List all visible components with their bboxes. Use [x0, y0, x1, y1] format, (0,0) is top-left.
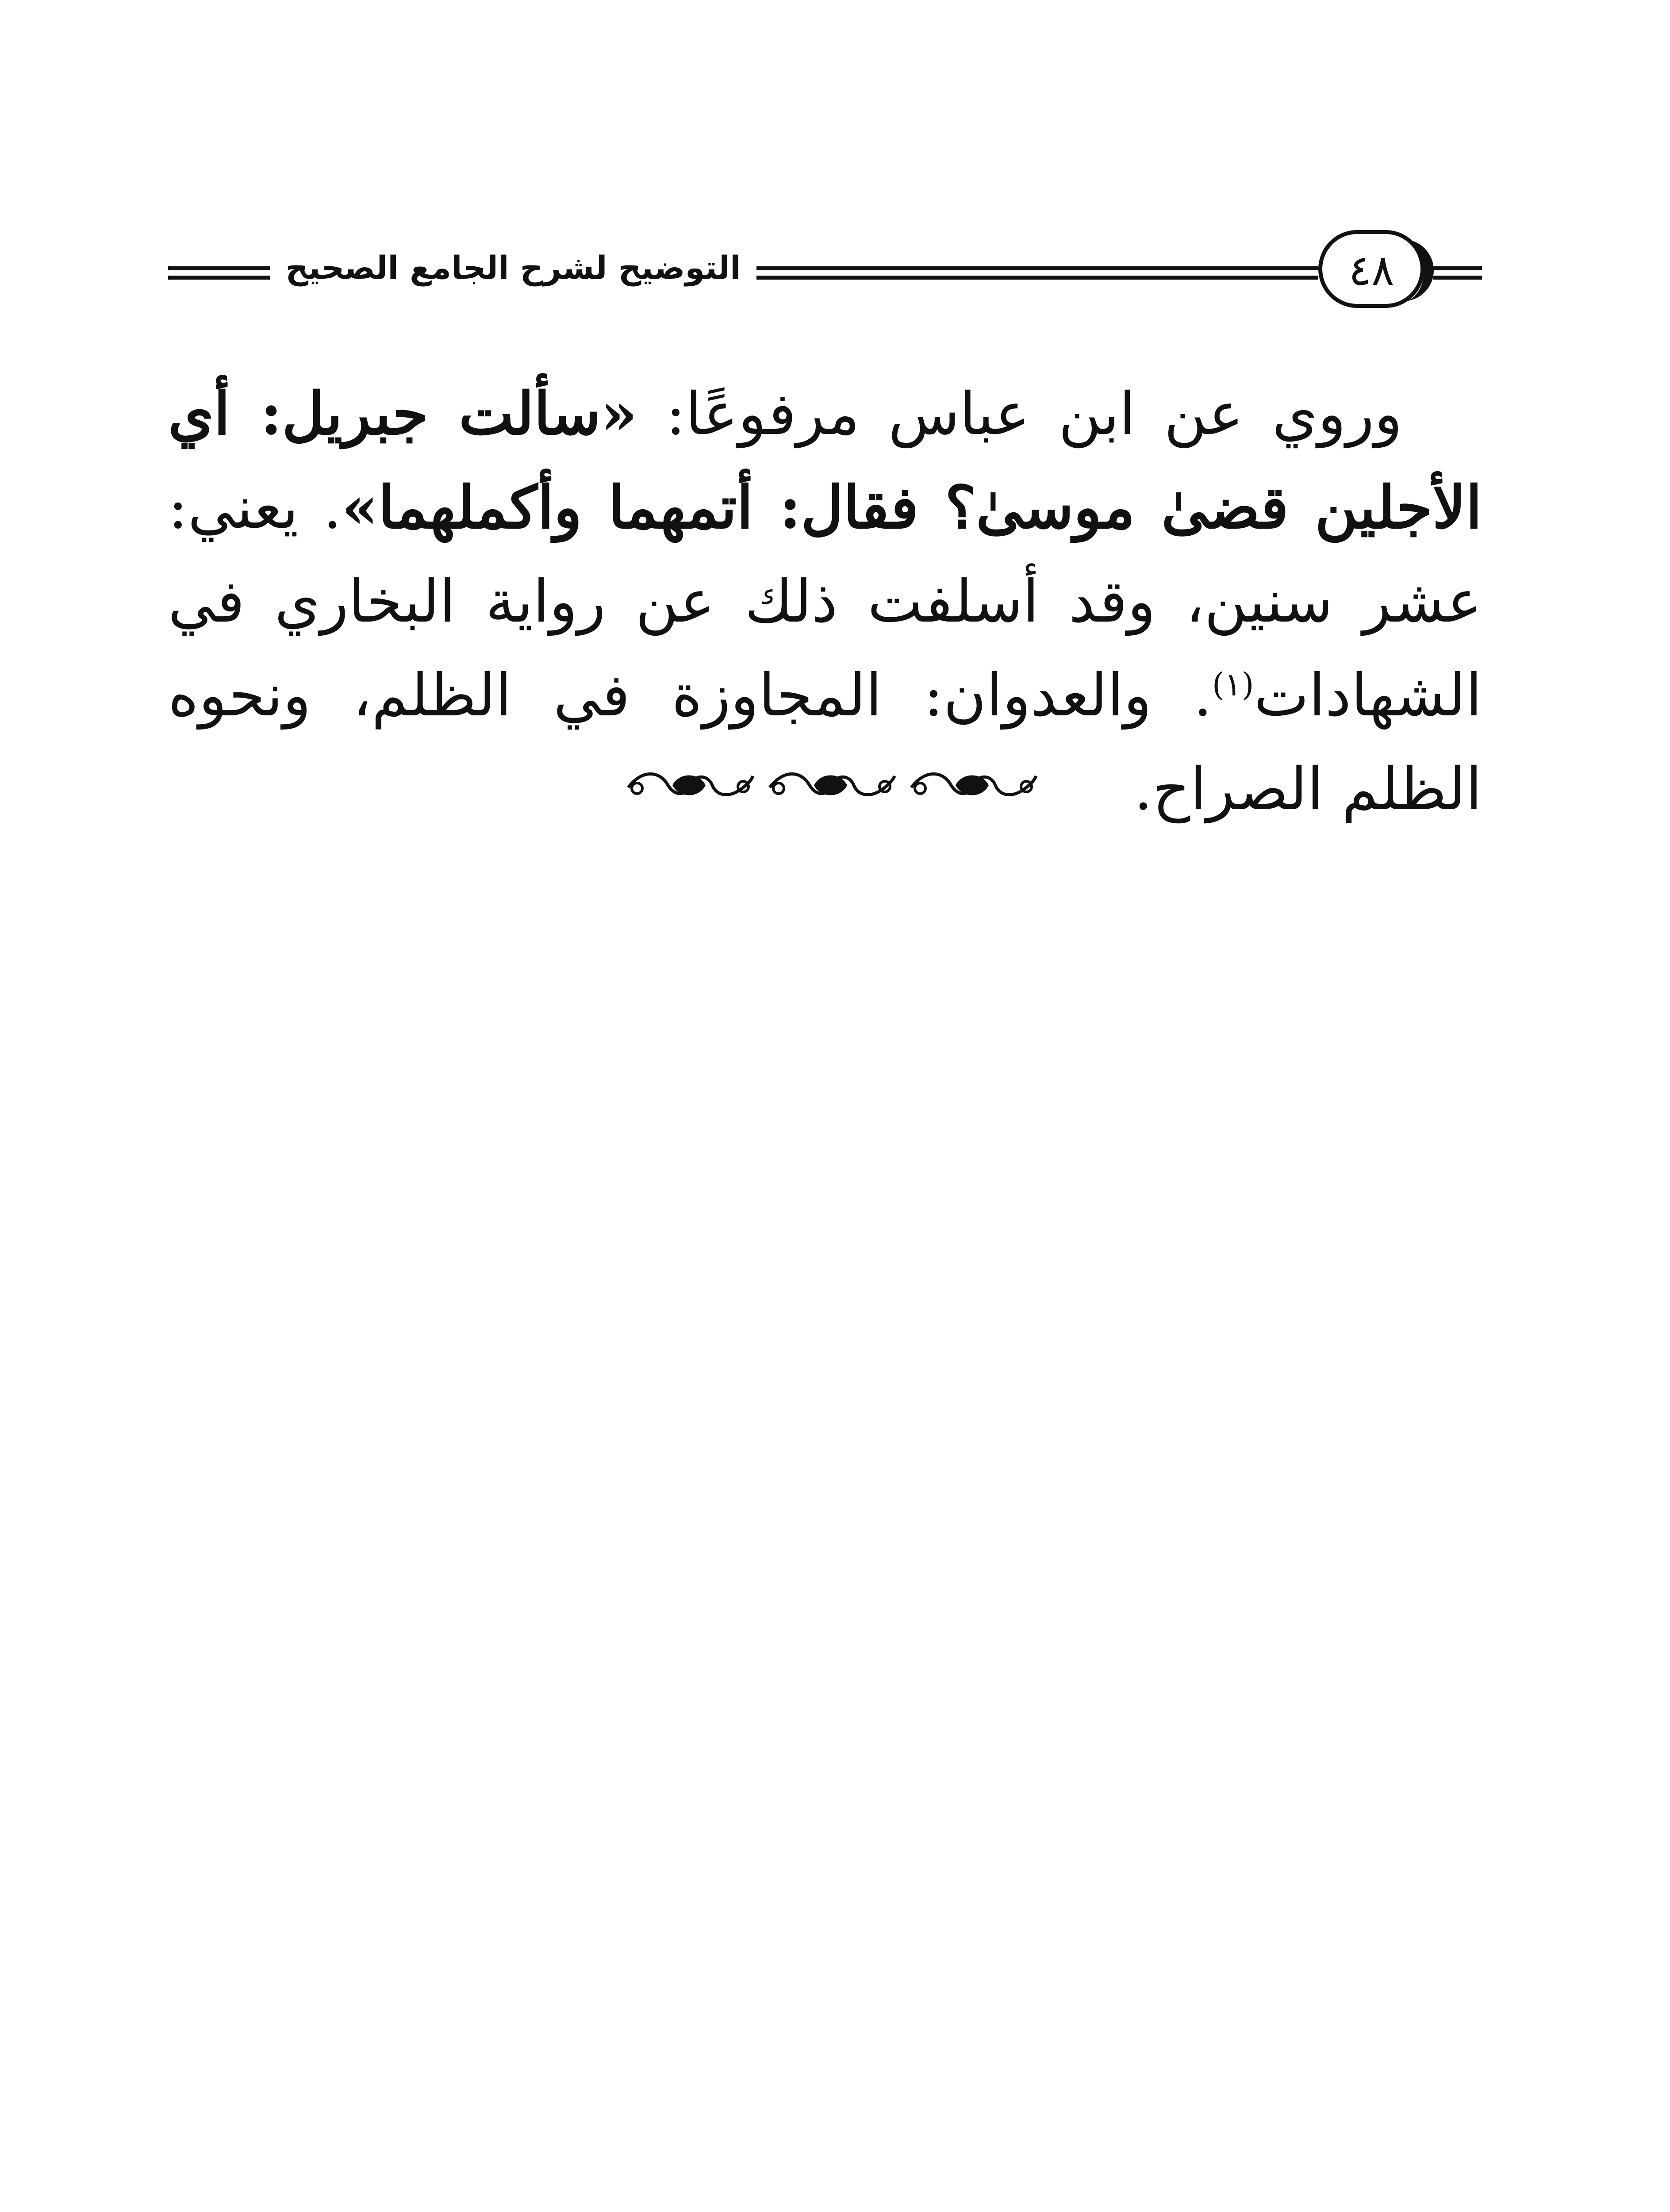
- page-number: ٤٨: [1348, 246, 1394, 295]
- running-title: التوضيح لشرح الجامع الصحيح: [285, 249, 741, 286]
- ornament-motif-center: [765, 761, 898, 810]
- leaf-scroll-ornament-icon: [619, 761, 1044, 810]
- ornament-motif-left: [624, 761, 756, 810]
- paragraph-text-start: وروي عن ابن عباس مرفوعًا:: [637, 380, 1403, 448]
- header-double-rule-left: [168, 266, 270, 280]
- page-number-badge: [1318, 230, 1424, 308]
- ornament-motif-right: [907, 761, 1040, 810]
- paragraph-text-end: . والعدوان: المجاوزة في الظلم، ونحوه الظلم الصراح.: [168, 661, 1482, 823]
- hadith-quote: «سألت جبريل: أي الأجلين قضىٰ موسىٰ؟ فقال: أتمهما وأكملهما»: [168, 380, 1482, 542]
- header-double-rule-middle: [756, 266, 1318, 280]
- running-header: [168, 230, 1482, 319]
- header-double-rule-right: [1433, 266, 1482, 280]
- paragraph-text-middle: . يعني: عشر سنين، وقد أسلفت ذلك عن رواية البخاري في الشهادات: [168, 474, 1482, 730]
- footnote-reference[interactable]: (١): [1212, 666, 1254, 703]
